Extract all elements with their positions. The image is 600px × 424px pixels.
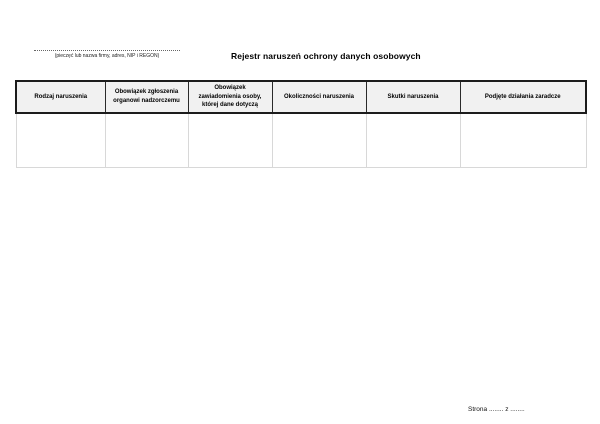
page-counter: Strona ........ z ........ [468,406,525,413]
stamp-dotted-line [34,50,180,51]
header-cell-skutki-naruszenia: Skutki naruszenia [366,81,460,113]
header-cell-okolicznosci-naruszenia: Okoliczności naruszenia [272,81,366,113]
company-stamp-area [34,50,180,59]
table-cell [366,113,460,168]
header-cell-podjete-dzialania: Podjęte działania zaradcze [460,81,586,113]
page-title: Rejestr naruszeń ochrony danych osobowych [231,51,421,61]
header-cell-obowiazek-zawiadomienia: Obowiązek zawiadomienia osoby, której dane dotyczą [188,81,272,113]
breach-register-table [15,80,587,168]
stamp-caption: (pieczęć lub nazwa firmy, adres, NIP i REGON) [54,53,160,59]
table-cell [105,113,188,168]
table-cell [460,113,586,168]
table-cell [188,113,272,168]
table-row [16,113,586,168]
header-cell-obowiazek-zgloszenia: Obowiązek zgłoszenia organowi nadzorczemu [105,81,188,113]
table-cell [272,113,366,168]
table-header-row [16,81,586,113]
table-cell [16,113,105,168]
header-cell-rodzaj-naruszenia: Rodzaj naruszenia [16,81,105,113]
